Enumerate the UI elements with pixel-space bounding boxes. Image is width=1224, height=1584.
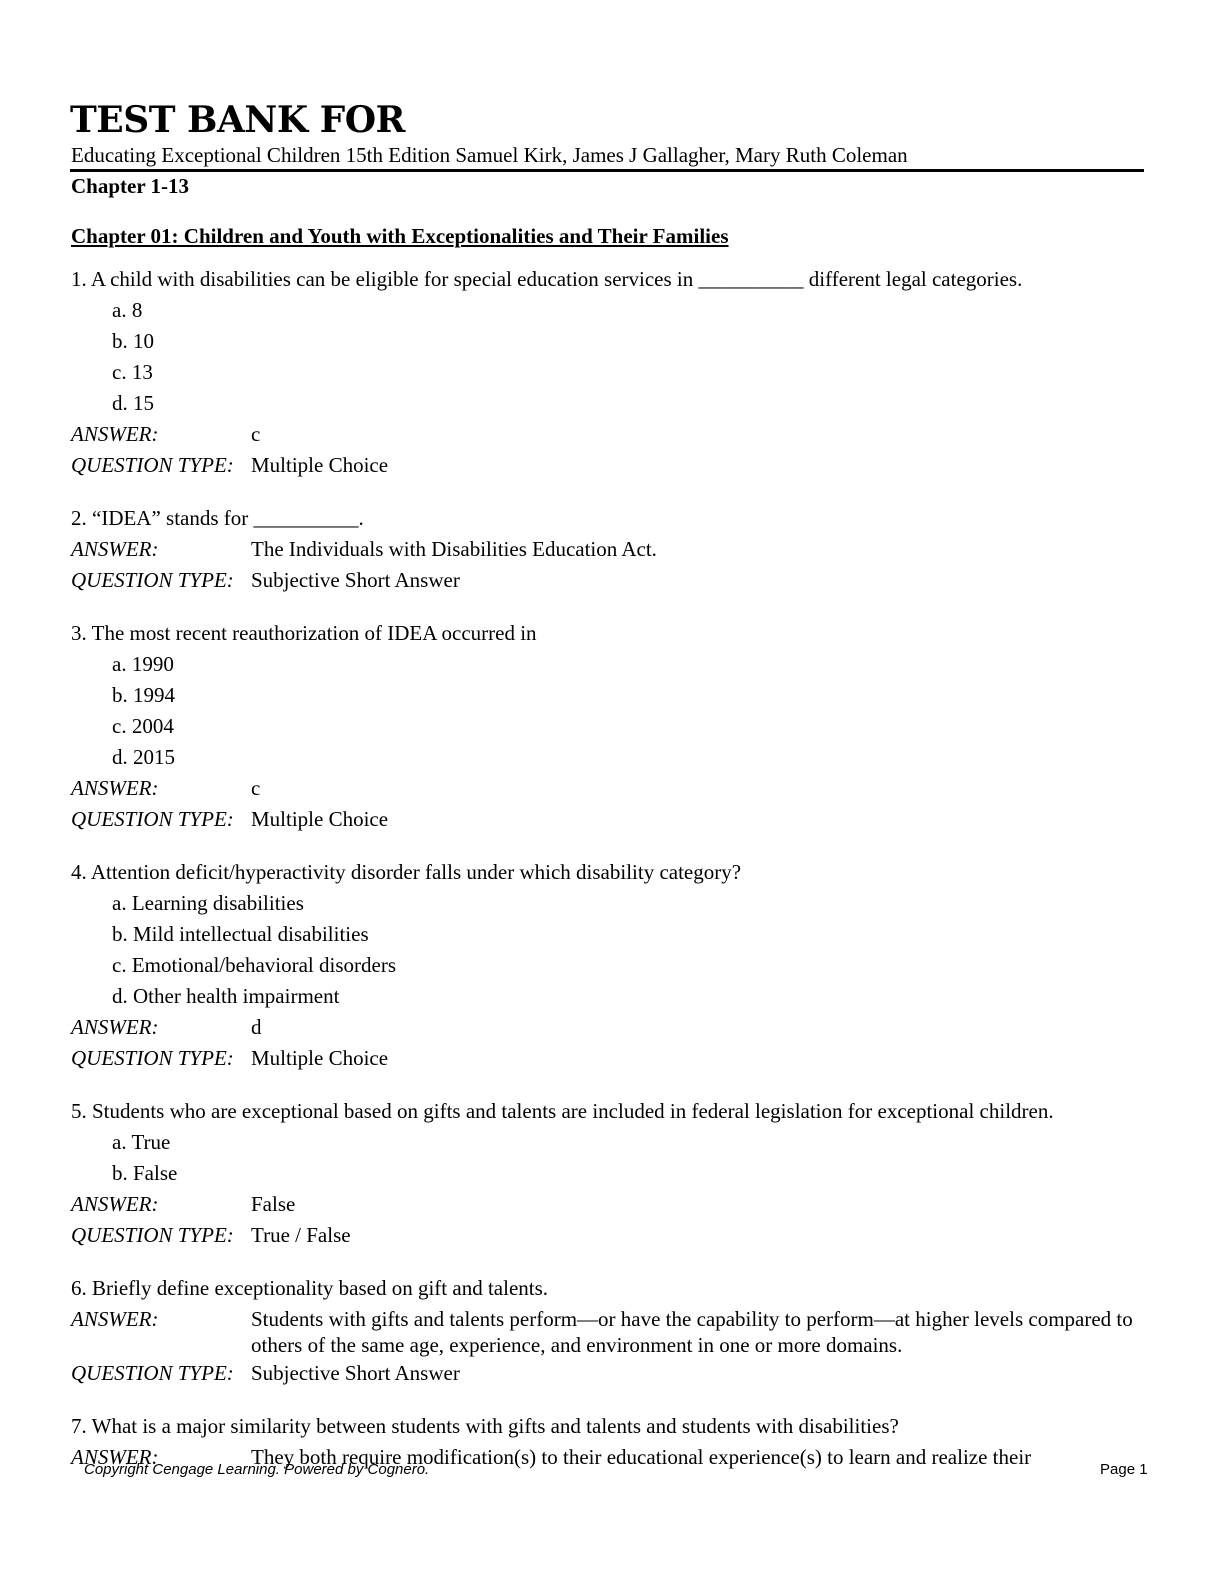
question-block — [71, 618, 1156, 835]
question-type-label: QUESTION TYPE: — [71, 807, 234, 831]
answer-option: d. 2015 — [112, 745, 175, 769]
question-type-row — [71, 1043, 1156, 1074]
answer-option: a. 1990 — [112, 652, 174, 676]
answer-value: c — [251, 422, 261, 446]
question-type-value: Subjective Short Answer — [251, 1361, 460, 1385]
question-block — [71, 1096, 1156, 1251]
answer-row — [71, 534, 1156, 565]
answer-value: The Individuals with Disabilities Education Act. — [251, 537, 657, 561]
question-type-value: True / False — [251, 1223, 351, 1247]
footer-page-number: Page 1 — [1100, 1461, 1148, 1478]
question-text: 1. A child with disabilities can be eligible for special education services in __________ different legal categories. — [71, 267, 1023, 291]
chapter-heading: Chapter 01: Children and Youth with Exceptionalities and Their Families — [71, 224, 729, 248]
question-text: 3. The most recent reauthorization of IDEA occurred in — [71, 621, 537, 645]
answer-option: d. 15 — [112, 391, 154, 415]
answer-option: c. 13 — [112, 360, 153, 384]
answer-option: b. 10 — [112, 329, 154, 353]
answer-value: False — [251, 1192, 296, 1216]
question-text: 5. Students who are exceptional based on gifts and talents are included in federal legislation for exceptional children. — [71, 1099, 1054, 1123]
question-block — [71, 857, 1156, 1074]
answer-option: c. 2004 — [112, 714, 174, 738]
answer-option: a. Learning disabilities — [112, 891, 304, 915]
book-subtitle: Educating Exceptional Children 15th Edition Samuel Kirk, James J Gallagher, Mary Ruth Coleman — [71, 143, 908, 167]
question-type-value: Multiple Choice — [251, 453, 389, 477]
answer-value: They both require modification(s) to their educational experience(s) to learn and realize their — [251, 1445, 1032, 1469]
question-text: 7. What is a major similarity between students with gifts and talents and students with disabilities? — [71, 1414, 899, 1438]
answer-option: c. Emotional/behavioral disorders — [112, 953, 397, 977]
question-type-value: Multiple Choice — [251, 807, 389, 831]
question-type-label: QUESTION TYPE: — [71, 453, 234, 477]
question-type-value: Subjective Short Answer — [251, 568, 460, 592]
footer-copyright: Copyright Cengage Learning. Powered by Cognero. — [84, 1461, 430, 1478]
answer-label: ANSWER: — [71, 1015, 159, 1039]
question-block — [71, 264, 1156, 481]
question-type-row — [71, 565, 1156, 596]
question-text: 6. Briefly define exceptionality based on gift and talents. — [71, 1276, 549, 1300]
question-text: 2. “IDEA” stands for __________. — [71, 506, 364, 530]
answer-option: d. Other health impairment — [112, 984, 340, 1008]
question-type-value: Multiple Choice — [251, 1046, 389, 1070]
answer-row — [71, 1189, 1156, 1220]
document-title: TEST BANK FOR — [70, 99, 405, 141]
answer-row — [71, 773, 1156, 804]
answer-options — [71, 295, 1156, 419]
answer-options — [71, 888, 1156, 1012]
answer-value: Students with gifts and talents perform—or have the capability to perform—at higher levels compared to others of the same age, experience, and environment in one or more domains. — [251, 1307, 1133, 1357]
question-type-label: QUESTION TYPE: — [71, 1046, 234, 1070]
question-type-label: QUESTION TYPE: — [71, 568, 234, 592]
chapter-range: Chapter 1-13 — [71, 174, 190, 198]
answer-option: b. Mild intellectual disabilities — [112, 922, 369, 946]
answer-label: ANSWER: — [71, 776, 159, 800]
answer-option: b. False — [112, 1161, 178, 1185]
question-type-label: QUESTION TYPE: — [71, 1361, 234, 1385]
answer-option: a. True — [112, 1130, 171, 1154]
question-list — [71, 264, 1156, 1495]
answer-option: a. 8 — [112, 298, 143, 322]
answer-value: d — [251, 1015, 262, 1039]
answer-options — [71, 649, 1156, 773]
answer-label: ANSWER: — [71, 422, 159, 446]
answer-label: ANSWER: — [71, 1192, 159, 1216]
question-text: 4. Attention deficit/hyperactivity disorder falls under which disability category? — [71, 860, 742, 884]
answer-label: ANSWER: — [71, 537, 159, 561]
question-type-row — [71, 804, 1156, 835]
answer-options — [71, 1127, 1156, 1189]
answer-row — [71, 1304, 1156, 1358]
question-block — [71, 503, 1156, 596]
answer-option: b. 1994 — [112, 683, 175, 707]
header-rule — [70, 169, 1144, 172]
answer-label: ANSWER: — [71, 1307, 159, 1331]
question-block — [71, 1273, 1156, 1389]
answer-row — [71, 419, 1156, 450]
question-type-label: QUESTION TYPE: — [71, 1223, 234, 1247]
question-type-row — [71, 1220, 1156, 1251]
question-type-row — [71, 1358, 1156, 1389]
question-type-row — [71, 450, 1156, 481]
answer-row — [71, 1012, 1156, 1043]
answer-value: c — [251, 776, 261, 800]
answer-label: ANSWER: — [71, 1445, 159, 1469]
